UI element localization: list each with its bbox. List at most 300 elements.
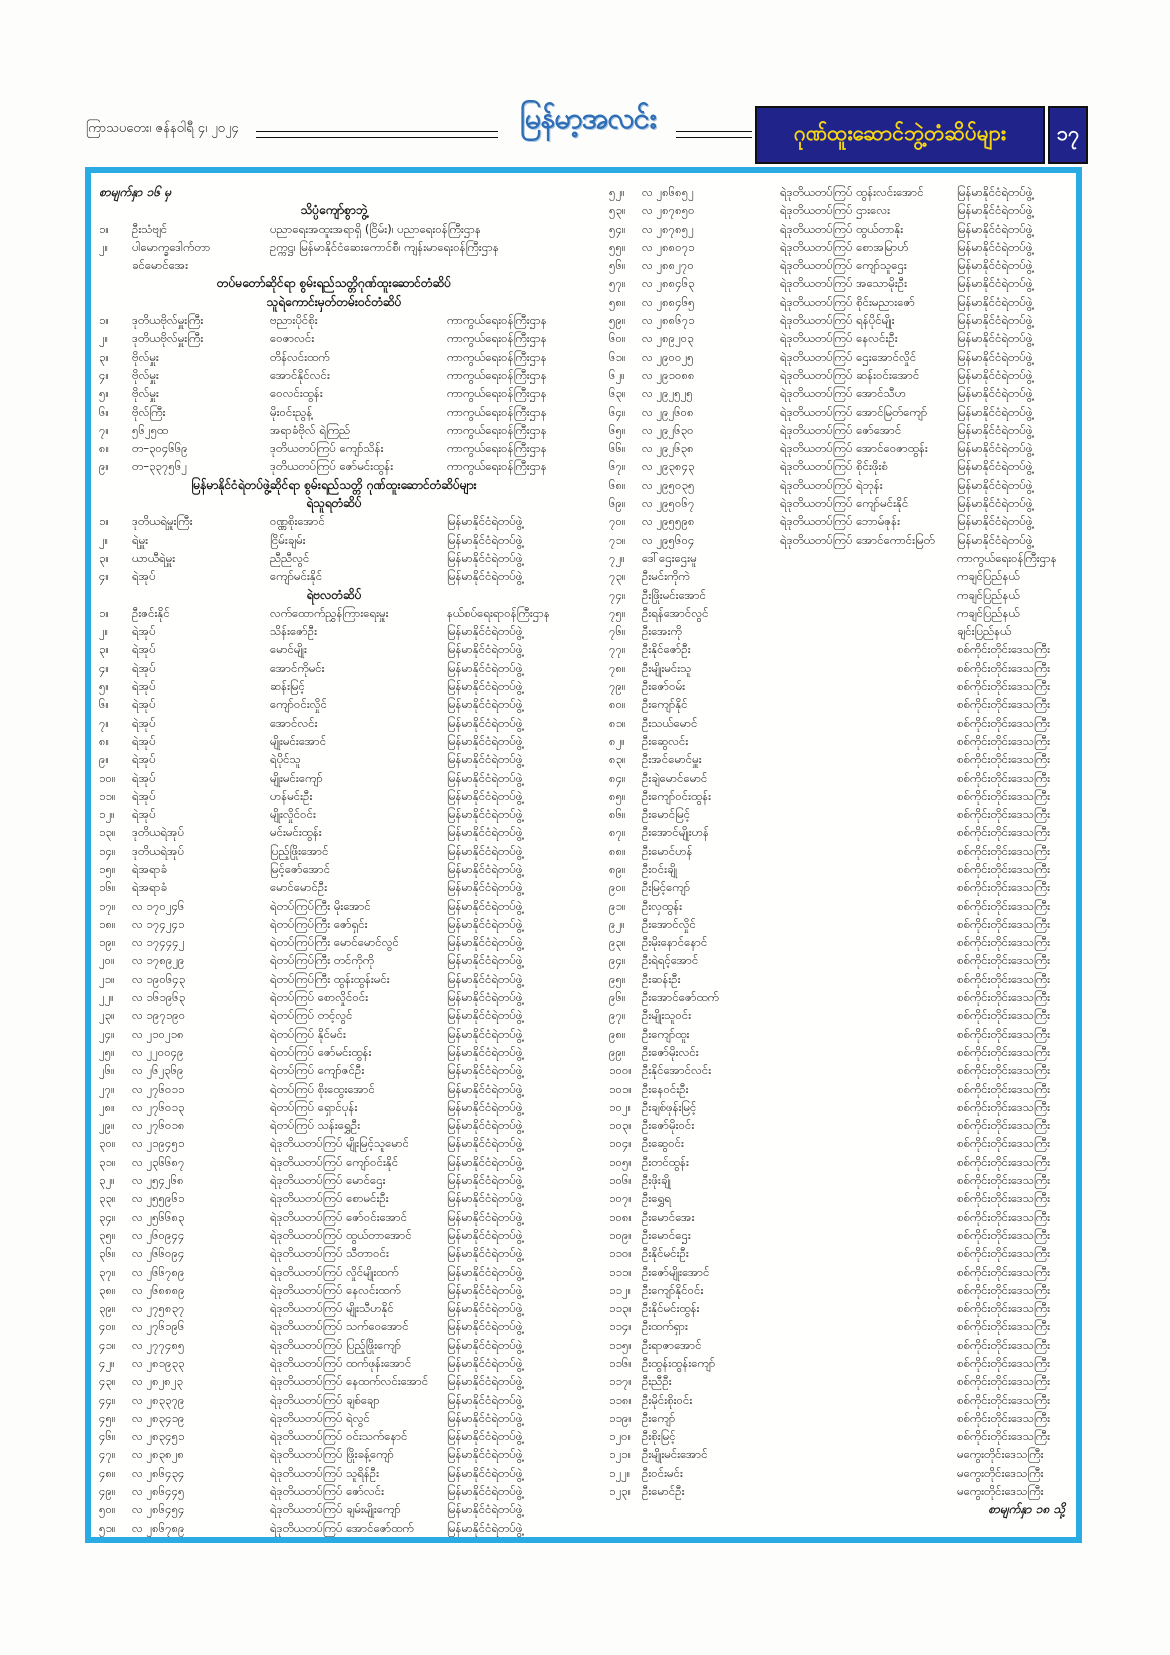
row-department: နယ်စပ်ရေးရာဝန်ကြီးဌာန: [447, 605, 550, 620]
row-name: ရဲဒုတိယတပ်ကြပ် မောင်ဌေး: [270, 1173, 386, 1188]
row-department: မြန်မာနိုင်ငံရဲတပ်ဖွဲ့: [447, 1374, 523, 1389]
row-number: ၁၀၆။: [609, 1173, 632, 1188]
row-number: ၁၆။: [99, 880, 116, 895]
row-rank: တ–၃၃၇၅၆၂: [132, 459, 187, 474]
row-name: ရဲဒုတိယတပ်ကြပ် ထွယ်တာအောင်: [270, 1227, 412, 1242]
row-department: မြန်မာနိုင်ငံရဲတပ်ဖွဲ့: [447, 1081, 523, 1096]
table-row: [609, 988, 1071, 1006]
row-department: မြန်မာနိုင်ငံရဲတပ်ဖွဲ့: [957, 367, 1033, 382]
page-header: [0, 98, 1170, 168]
row-rank: လ ၂၅၄၂၆၈: [132, 1173, 184, 1188]
row-department: မြန်မာနိုင်ငံရဲတပ်ဖွဲ့: [957, 422, 1033, 437]
row-number: ၂၉။: [99, 1118, 115, 1133]
row-rank: ဦးမောင်ဟန်: [642, 843, 693, 858]
row-name: ရဲဒုတိယတပ်ကြပ် သက်ဝေအောင်: [270, 1319, 409, 1334]
row-name: ဥက္ကဋ္ဌ၊ မြန်မာနိုင်ငံဆေးကောင်စီ၊ ကျန်းမာရေးဝန်ကြီးဌာန: [270, 239, 499, 254]
row-department: မြန်မာနိုင်ငံရဲတပ်ဖွဲ့: [447, 1118, 523, 1133]
table-row: [609, 1317, 1071, 1335]
row-rank: ဦးနိုင်အောင်လင်း: [642, 1063, 712, 1078]
row-number: ၆၉။: [609, 496, 626, 511]
row-rank: ဗိုလ်မှူး: [132, 386, 159, 401]
table-row: [99, 1189, 569, 1207]
row-number: ၈၁။: [609, 715, 626, 730]
row-name: ရဲဒုတိယတပ်ကြပ် ဘောမ်ဇုန်း: [780, 514, 900, 529]
row-department: မြန်မာနိုင်ငံရဲတပ်ဖွဲ့: [957, 441, 1033, 456]
row-name: [780, 586, 957, 604]
row-rank: လ ၂၇၆၁၉၆: [132, 1319, 185, 1334]
table-row: [99, 1098, 569, 1116]
row-number: ၄၀။: [99, 1319, 116, 1334]
row-number: ၃၀။: [99, 1136, 116, 1151]
row-name: [780, 1043, 957, 1061]
row-department: မြန်မာနိုင်ငံရဲတပ်ဖွဲ့: [957, 404, 1033, 419]
row-department: မြန်မာနိုင်ငံရဲတပ်ဖွဲ့: [447, 990, 523, 1005]
table-row: [99, 1153, 569, 1171]
row-rank: ဦးမျိုးမင်းအောင်: [642, 1447, 708, 1462]
row-rank: လ ၂၇၆၀၁၃: [132, 1099, 185, 1114]
table-row: [99, 1354, 569, 1372]
row-rank: လ ၂၉၂၆၃၈: [642, 441, 694, 456]
row-department: စစ်ကိုင်းတိုင်းဒေသကြီး: [957, 770, 1050, 785]
row-department: မြန်မာနိုင်ငံရဲတပ်ဖွဲ့: [447, 1209, 523, 1224]
row-number: ၇၃။: [609, 569, 626, 584]
table-row: [99, 677, 569, 695]
row-number: ၃။: [99, 550, 109, 565]
row-rank: ရဲအုပ်: [132, 679, 156, 694]
row-department: မြန်မာနိုင်ငံရဲတပ်ဖွဲ့: [447, 752, 523, 767]
row-number: ၅၂။: [609, 185, 625, 199]
row-number: ၆၃။: [609, 386, 626, 401]
row-rank: ရဲအုပ်: [132, 624, 156, 639]
row-name: အောင်နိုင်လင်း: [270, 367, 330, 382]
table-row: [99, 1281, 569, 1299]
row-rank: ဦးဇော်မိုးလင်း: [642, 1044, 699, 1059]
row-rank: ဦးထွန်းထွန်းကျော်: [642, 1356, 716, 1370]
continuation-note: စာမျက်နှာ ၁၈ သို့: [988, 1502, 1065, 1517]
row-rank: လ ၁၇၄၄၄၂: [132, 935, 185, 950]
row-rank: လ ၁၇၄၂၄၁: [132, 916, 185, 931]
row-number: ၈။: [99, 733, 110, 748]
row-number: ၁၀၅။: [609, 1154, 632, 1169]
table-row: [609, 329, 1071, 347]
row-department: စစ်ကိုင်းတိုင်းဒေသကြီး: [957, 1026, 1050, 1041]
row-department: မကွေးတိုင်းဒေသကြီး: [957, 1465, 1044, 1480]
row-number: ၉၃။: [609, 935, 626, 950]
table-row: [99, 1500, 569, 1518]
row-number: [99, 256, 132, 274]
table-row: [99, 549, 569, 567]
row-number: ၇၇။: [609, 642, 626, 657]
row-department: စစ်ကိုင်းတိုင်းဒေသကြီး: [957, 1008, 1050, 1023]
row-number: ၇၀။: [609, 514, 626, 529]
row-department: မြန်မာနိုင်ငံရဲတပ်ဖွဲ့: [447, 1502, 523, 1517]
row-name: ရဲပိုင်သူ: [270, 752, 301, 767]
row-rank: လ ၂၈၈၄၆၅: [642, 294, 695, 309]
row-department: မြန်မာနိုင်ငံရဲတပ်ဖွဲ့: [447, 1520, 523, 1535]
row-name: ရဲတပ်ကြပ်ကြီး ဇော်ရှင်း: [270, 916, 368, 931]
row-department: မြန်မာနိုင်ငံရဲတပ်ဖွဲ့: [447, 1264, 523, 1279]
table-row: [609, 1482, 1071, 1500]
table-row: [609, 403, 1071, 421]
table-row: [99, 1391, 569, 1409]
row-department: မြန်မာနိုင်ငံရဲတပ်ဖွဲ့: [957, 477, 1033, 492]
row-department: မြန်မာနိုင်ငံရဲတပ်ဖွဲ့: [447, 1227, 523, 1242]
row-number: ၁၄။: [99, 843, 116, 858]
table-row: [609, 1263, 1071, 1281]
row-name: ပညာရေးအထူးအရာရှိ (ငြိမ်း)၊ ပညာရေးဝန်ကြီးဌာန: [270, 221, 481, 236]
row-name: ရဲဒုတိယတပ်ကြပ် စိုင်းမညားဇော်: [780, 294, 916, 309]
table-row: [609, 805, 1071, 823]
row-rank: လ ၂၈၂၈၂၃: [132, 1374, 183, 1389]
row-number: ၃၁။: [99, 1154, 116, 1169]
row-name: [780, 1171, 957, 1189]
row-rank: လ ၁၇၈၉၂၉: [132, 953, 185, 968]
row-number: ၅၇။: [609, 276, 626, 291]
row-number: ၁၉။: [99, 935, 116, 950]
row-rank: ဗိုလ်မှူး: [132, 349, 159, 364]
table-row: [99, 1427, 569, 1445]
row-name: မျိုးမင်းအောင်: [270, 733, 327, 748]
row-rank: ဦးလှထွန်း: [642, 898, 683, 913]
row-department: မြန်မာနိုင်ငံရဲတပ်ဖွဲ့: [957, 331, 1033, 346]
table-row: [609, 640, 1071, 658]
row-rank: ဒုတိယရဲအုပ်: [132, 825, 185, 840]
row-department: မြန်မာနိုင်ငံရဲတပ်ဖွဲ့: [447, 825, 523, 840]
row-name: [780, 1098, 957, 1116]
row-department: မြန်မာနိုင်ငံရဲတပ်ဖွဲ့: [447, 843, 523, 858]
row-name: ရဲဒုတိယတပ်ကြပ် ဇော်အောင်: [780, 422, 902, 437]
row-name: ဆန်းမြင့်: [270, 679, 305, 694]
row-name: ရဲဒုတိယတပ်ကြပ် ဇော်ဝင်းအောင်: [270, 1209, 408, 1224]
row-name: ရဲတပ်ကြပ်ကြီး ထွန်းထွန်းမင်း: [270, 971, 390, 986]
table-row: [609, 457, 1071, 475]
table-row: [99, 897, 569, 915]
table-row: [609, 750, 1071, 768]
continuation-note: စာမျက်နှာ ၁၆ မှ: [99, 185, 172, 199]
table-row: [99, 659, 569, 677]
row-name: [780, 1226, 957, 1244]
row-number: ၉၂။: [609, 916, 625, 931]
row-number: ၃၈။: [99, 1282, 116, 1297]
row-department: မြန်မာနိုင်ငံရဲတပ်ဖွဲ့: [447, 788, 523, 803]
table-row: [99, 512, 569, 530]
row-rank: လ ၂၉၅၅၉၈: [642, 514, 695, 529]
row-department: စစ်ကိုင်းတိုင်းဒေသကြီး: [957, 916, 1050, 931]
table-row: [99, 604, 569, 622]
row-number: ၅၀။: [99, 1502, 116, 1517]
row-rank: ဦးမိုင်းစိုးဝင်း: [642, 1392, 693, 1407]
row-name: [780, 951, 957, 969]
row-name: ရဲတပ်ကြပ်ကြီး မောင်မောင်လွင်: [270, 935, 399, 950]
row-rank: ရဲအုပ်: [132, 752, 156, 767]
double-rule-left: [256, 131, 498, 138]
row-number: ၈၉။: [609, 861, 626, 876]
row-number: ၆၂။: [609, 367, 625, 382]
row-name: [780, 1025, 957, 1043]
row-number: ၈၄။: [609, 770, 626, 785]
row-department: စစ်ကိုင်းတိုင်းဒေသကြီး: [957, 1099, 1050, 1114]
table-row: [99, 769, 569, 787]
column-left: [99, 183, 569, 1537]
row-rank: လ ၂၁၀၂၁၈: [132, 1026, 184, 1041]
row-rank: လ ၂၉၅၆၀၄: [642, 532, 695, 547]
row-department: မြန်မာနိုင်ငံရဲတပ်ဖွဲ့: [957, 386, 1033, 401]
row-name: ရဲဒုတိယတပ်ကြပ် ရန်ပိုင်မျိုး: [780, 313, 895, 328]
row-rank: လ ၂၉၂၆၃၀: [642, 422, 694, 437]
row-number: ၁။: [99, 313, 109, 328]
table-row: [99, 1409, 569, 1427]
row-number: ၇၆။: [609, 624, 626, 639]
row-name: [780, 1116, 957, 1134]
row-number: ၉၇။: [609, 1008, 626, 1023]
row-name: ရဲဒုတိယတပ်ကြပ် စောမင်းဦး: [270, 1191, 389, 1206]
row-rank: လ ၂၉၂၅၂၅: [642, 386, 693, 401]
row-department: စစ်ကိုင်းတိုင်းဒေသကြီး: [957, 1191, 1050, 1206]
row-name: ရဲတပ်ကြပ် စောလှိုင်ဝင်း: [270, 990, 369, 1005]
row-rank: လ ၂၆၆၇၈၉: [132, 1264, 185, 1279]
row-department: မြန်မာနိုင်ငံရဲတပ်ဖွဲ့: [447, 1337, 523, 1352]
row-rank: ဦးနိုင်ဇော်ဦး: [642, 642, 691, 657]
row-name: ရဲဒုတိယတပ်ကြပ် ဌားလေး: [780, 203, 891, 218]
row-number: ၈၀။: [609, 697, 626, 712]
row-department: စစ်ကိုင်းတိုင်းဒေသကြီး: [957, 935, 1050, 950]
table-row: [609, 787, 1071, 805]
row-department: မြန်မာနိုင်ငံရဲတပ်ဖွဲ့: [447, 1173, 523, 1188]
row-name: ရဲဒုတိယတပ်ကြပ် ထွယ်တာနိုး: [780, 221, 904, 236]
row-number: ၅၄။: [609, 221, 626, 236]
row-number: ၁၁၀။: [609, 1246, 632, 1261]
row-rank: ဦးအောင်မျိုးဟန်: [642, 825, 709, 840]
row-number: ၃၄။: [99, 1209, 116, 1224]
row-rank: လ ၂၉၁၀၈၈: [642, 367, 695, 382]
row-name: [780, 1317, 957, 1335]
row-name: အောင်ကိုမင်း: [270, 660, 325, 675]
row-rank: လ ၂၈၈၆၇၁: [642, 313, 695, 328]
row-department: စစ်ကိုင်းတိုင်းဒေသကြီး: [957, 1374, 1050, 1389]
row-number: ၄။: [99, 569, 109, 584]
row-rank: ဗိုလ်ကြီး: [132, 404, 166, 419]
row-department: စစ်ကိုင်းတိုင်းဒေသကြီး: [957, 1282, 1050, 1297]
table-row: [99, 640, 569, 658]
row-name: [780, 823, 957, 841]
row-department: စစ်ကိုင်းတိုင်းဒေသကြီး: [957, 861, 1050, 876]
table-row: [609, 1409, 1071, 1427]
row-rank: ဦးဆွေလင်း: [642, 733, 689, 748]
row-rank: လ ၂၂၀၀၄၉: [132, 1044, 184, 1059]
section-heading: သိပ္ပံကျော်စွာဘွဲ့: [300, 203, 368, 218]
row-number: ၅။: [99, 679, 109, 694]
row-department: မြန်မာနိုင်ငံရဲတပ်ဖွဲ့: [447, 807, 523, 822]
table-row: [609, 311, 1071, 329]
row-rank: ရဲအရာခံ: [132, 861, 167, 876]
row-department: စစ်ကိုင်းတိုင်းဒေသကြီး: [957, 898, 1050, 913]
row-department: မြန်မာနိုင်ငံရဲတပ်ဖွဲ့: [447, 1356, 523, 1370]
row-rank: လ ၂၃၆၆၈၇: [132, 1154, 185, 1169]
table-row: [99, 348, 569, 366]
table-row: [99, 1317, 569, 1335]
row-rank: လ ၂၈၃၈၂၈: [132, 1447, 184, 1462]
row-name: တိန်လင်းထက်: [270, 349, 330, 364]
row-name: [780, 622, 957, 640]
row-number: ၈၅။: [609, 788, 626, 803]
row-name: ရဲဒုတိယတပ်ကြပ် နေလင်းထက်: [270, 1282, 401, 1297]
row-name: ရဲတပ်ကြပ် နိုင်မင်း: [270, 1026, 346, 1041]
row-rank: လ ၂၆၂၃၆၉: [132, 1063, 184, 1078]
table-row: [609, 695, 1071, 713]
table-row: [99, 805, 569, 823]
row-department: စစ်ကိုင်းတိုင်းဒေသကြီး: [957, 953, 1050, 968]
row-department: မြန်မာနိုင်ငံရဲတပ်ဖွဲ့: [957, 185, 1033, 199]
row-rank: လ ၂၈၆၄၅၄: [132, 1502, 185, 1517]
row-rank: လ ၂၉၀၀၂၅: [642, 349, 694, 364]
row-number: ၃။: [99, 642, 109, 657]
row-department: မြန်မာနိုင်ငံရဲတပ်ဖွဲ့: [447, 1301, 523, 1316]
row-name: အရာခံဗိုလ် ရဲကြည်: [270, 422, 351, 437]
row-rank: ဦးညီဦး: [642, 1374, 672, 1389]
table-row: [609, 732, 1071, 750]
table-row: [609, 549, 1071, 567]
table-row: [99, 695, 569, 713]
row-number: ၂၁။: [99, 971, 115, 986]
row-name: ဟန်မင်းဦး: [270, 788, 313, 803]
row-department: မြန်မာနိုင်ငံရဲတပ်ဖွဲ့: [447, 898, 523, 913]
article-box: [85, 167, 1082, 1543]
row-rank: ဦးရွှေရ: [642, 1191, 671, 1206]
table-row: [99, 714, 569, 732]
row-name: ရဲဒုတိယတပ်ကြပ် ဆန်းဝင်းအောင်: [780, 367, 920, 382]
row-name: [780, 970, 957, 988]
table-row: [99, 823, 569, 841]
row-name: [780, 1464, 957, 1482]
table-row: [99, 567, 569, 585]
row-rank: ရဲအုပ်: [132, 569, 156, 584]
row-department: မြန်မာနိုင်ငံရဲတပ်ဖွဲ့: [447, 861, 523, 876]
newspaper-masthead: မြန်မာ့အလင်း: [519, 101, 657, 135]
table-row: [609, 1299, 1071, 1317]
table-row: [609, 586, 1071, 604]
row-name: [780, 988, 957, 1006]
row-rank: ဒုတိယရဲအုပ်: [132, 843, 185, 858]
row-rank: လ ၂၇၆၀၁၈: [132, 1118, 185, 1133]
row-department: စစ်ကိုင်းတိုင်းဒေသကြီး: [957, 1118, 1050, 1133]
row-name: ရဲဒုတိယတပ်ကြပ် ချစ်ချော: [270, 1392, 380, 1407]
row-number: ၉၀။: [609, 880, 626, 895]
row-department: စစ်ကိုင်းတိုင်းဒေသကြီး: [957, 1081, 1050, 1096]
row-rank: လ ၂၈၈၂၇၀: [642, 258, 694, 273]
row-number: ၁၂၂။: [609, 1465, 631, 1480]
row-number: ၁၁။: [99, 788, 116, 803]
row-name: [780, 915, 957, 933]
row-name: ရဲတပ်ကြပ် ကျော်ဇင်ဦး: [270, 1063, 365, 1078]
table-row: [99, 1134, 569, 1152]
row-department: မြန်မာနိုင်ငံရဲတပ်ဖွဲ့: [447, 697, 523, 712]
table-row: [609, 494, 1071, 512]
row-name: [780, 1391, 957, 1409]
row-name: လက်ထောက်ညွှန်ကြားရေးမှူး: [270, 605, 389, 620]
row-department: ကာကွယ်ရေးဝန်ကြီးဌာန: [447, 459, 547, 474]
row-department: စစ်ကိုင်းတိုင်းဒေသကြီး: [957, 1227, 1050, 1242]
row-name: ရဲဒုတိယတပ်ကြပ် ချမ်းမျိုးကျော်: [270, 1502, 401, 1517]
row-rank: ရဲမှူး: [132, 532, 149, 547]
row-name: [780, 750, 957, 768]
row-department: စစ်ကိုင်းတိုင်းဒေသကြီး: [957, 880, 1050, 895]
row-name: ရဲဒုတိယတပ်ကြပ် အောင်သီဟ: [780, 386, 906, 401]
table-row: [609, 567, 1071, 585]
row-name: [780, 1061, 957, 1079]
row-number: ၁၇။: [99, 898, 116, 913]
row-number: ၇၁။: [609, 532, 626, 547]
row-number: ၉၁။: [609, 898, 626, 913]
row-name: မြင့်ဇော်အောင်: [270, 861, 331, 876]
row-number: ၁၁၆။: [609, 1356, 632, 1370]
row-department: စစ်ကိုင်းတိုင်းဒေသကြီး: [957, 971, 1050, 986]
row-number: ၆၈။: [609, 477, 626, 492]
table-row: [609, 421, 1071, 439]
row-number: ၆၁။: [609, 349, 626, 364]
row-department: မြန်မာနိုင်ငံရဲတပ်ဖွဲ့: [447, 1026, 523, 1041]
row-rank: လ ၂၈၃၄၁၉: [132, 1410, 185, 1425]
row-number: ၄၃။: [99, 1374, 116, 1389]
row-department: မြန်မာနိုင်ငံရဲတပ်ဖွဲ့: [447, 1429, 523, 1444]
row-number: ၁၁၇။: [609, 1374, 632, 1389]
table-row: [99, 970, 569, 988]
table-row: [99, 1519, 569, 1537]
row-department: မြန်မာနိုင်ငံရဲတပ်ဖွဲ့: [957, 496, 1033, 511]
row-department: ကာကွယ်ရေးဝန်ကြီးဌာန: [447, 367, 547, 382]
row-name: ရဲဒုတိယတပ်ကြပ် ရဲဘုန်း: [780, 477, 883, 492]
row-rank: ဦးကျော်နိုင်ဝင်း: [642, 1282, 704, 1297]
table-row: [99, 1025, 569, 1043]
row-number: ၁၀၄။: [609, 1136, 632, 1151]
row-department: မြန်မာနိုင်ငံရဲတပ်ဖွဲ့: [447, 770, 523, 785]
row-name: [780, 640, 957, 658]
row-name: မိုးဝင်းညွန့်: [270, 404, 313, 419]
row-rank: ဦးမောင်ဌေး: [642, 1227, 691, 1242]
table-row: [609, 1445, 1071, 1463]
row-department: စစ်ကိုင်းတိုင်းဒေသကြီး: [957, 1319, 1050, 1334]
row-name: ဒုတိယတပ်ကြပ် ကျော်သိန်း: [270, 441, 384, 456]
table-row: [609, 1153, 1071, 1171]
row-department: မြန်မာနိုင်ငံရဲတပ်ဖွဲ့: [447, 1447, 523, 1462]
row-name: ရဲတပ်ကြပ်ကြီး မိုးအောင်: [270, 898, 371, 913]
row-department: မြန်မာနိုင်ငံရဲတပ်ဖွဲ့: [447, 1044, 523, 1059]
table-row: [609, 1080, 1071, 1098]
row-name: ရဲဒုတိယတပ်ကြပ် နေလင်းဦး: [780, 331, 898, 346]
row-department: မြန်မာနိုင်ငံရဲတပ်ဖွဲ့: [447, 880, 523, 895]
table-row: [609, 274, 1071, 292]
row-number: ၆၆။: [609, 441, 626, 456]
table-row: [609, 1025, 1071, 1043]
row-number: ၁၀၇။: [609, 1191, 632, 1206]
table-row: [609, 293, 1071, 311]
row-department: မြန်မာနိုင်ငံရဲတပ်ဖွဲ့: [447, 1191, 523, 1206]
row-rank: ဦးချစ်ဖုန်းမြင့်: [642, 1099, 697, 1114]
row-name: ဝေလင်းထွန်း: [270, 386, 323, 401]
row-number: ၃၂။: [99, 1173, 115, 1188]
table-row: [99, 988, 569, 1006]
row-department: စစ်ကိုင်းတိုင်းဒေသကြီး: [957, 1264, 1050, 1279]
table-row: [609, 1189, 1071, 1207]
table-row: [609, 714, 1071, 732]
row-rank: ဦးကျော်ထူး: [642, 1026, 690, 1041]
row-name: [780, 567, 957, 585]
row-department: ကချင်ပြည်နယ်: [957, 569, 1020, 584]
row-number: ၁။: [99, 514, 109, 529]
row-department: မြန်မာနိုင်ငံရဲတပ်ဖွဲ့: [957, 313, 1033, 328]
row-department: မြန်မာနိုင်ငံရဲတပ်ဖွဲ့: [957, 203, 1033, 218]
row-number: ၄၄။: [99, 1392, 116, 1407]
row-rank: ဦးကျော်ဝင်းထွန်း: [642, 788, 712, 803]
